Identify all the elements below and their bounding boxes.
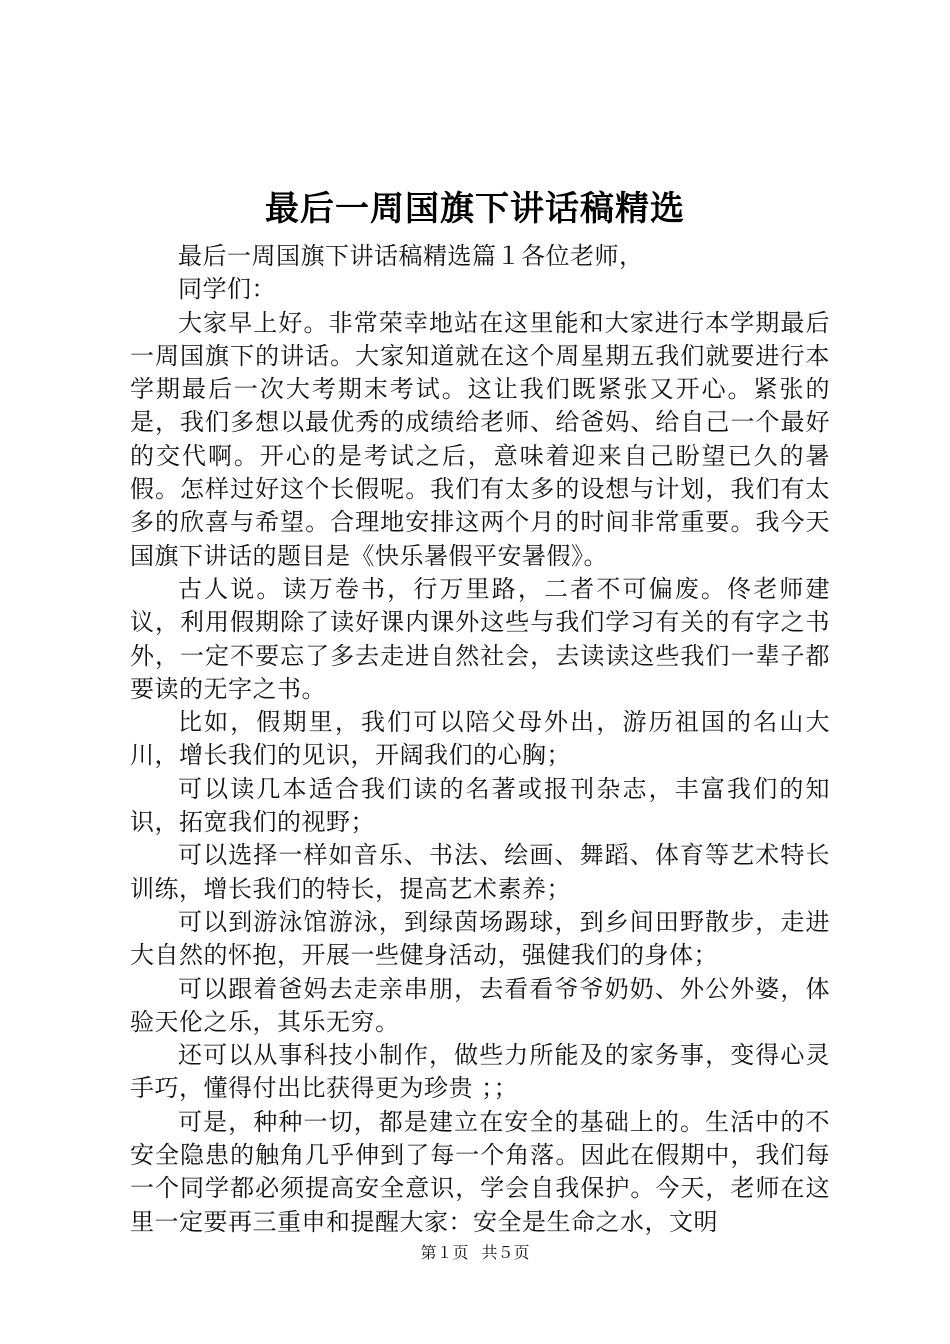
- paragraph-sports: 可以到游泳馆游泳，到绿茵场踢球，到乡间田野散步，走进大自然的怀抱，开展一些健身活动，强健我们的身体；: [130, 907, 830, 970]
- paragraph-intro: 最后一周国旗下讲话稿精选篇１各位老师，: [178, 242, 644, 270]
- paragraph-greeting: 大家早上好。非常荣幸地站在这里能和大家进行本学期最后一周国旗下的讲话。大家知道就在这个周星期五我们就要进行本学期最后一次大考期末考试。这让我们既紧张又开心。紧张的是，我们多想以最优秀的成绩给老师、给爸妈、给自己一个最好的交代啊。开心的是考试之后，意味着迎来自己盼望已久的暑假。怎样过好这个长假呢。我们有太多的设想与计划，我们有太多的欣喜与希望。合理地安排这两个月的时间非常重要。我今天国旗下讲话的题目是《快乐暑假平安暑假》。: [130, 308, 830, 570]
- paragraph-reading: 古人说。读万卷书，行万里路，二者不可偏废。佟老师建议，利用假期除了读好课内课外这些与我们学习有关的有字之书外，一定不要忘了多去走进自然社会，去读读这些我们一辈子都要读的无字之书。: [130, 574, 830, 703]
- document-title: 最后一周国旗下讲话稿精选: [265, 189, 685, 229]
- paragraph-salutation: 同学们：: [178, 275, 276, 304]
- page-number: 第１页: [420, 1243, 469, 1262]
- document-body: [130, 240, 830, 1239]
- paragraph-science: 还可以从事科技小制作，做些力所能及的家务事，变得心灵手巧，懂得付出比获得更为珍贵 ；；: [130, 1041, 830, 1103]
- page-total: 共５页: [481, 1243, 530, 1262]
- paragraph-safety: 可是，种种一切，都是建立在安全的基础上的。生活中的不安全隐患的触角几乎伸到了每一个角落。因此在假期中，我们每一个同学都必须提高安全意识，学会自我保护。今天，老师在这里一定要再三重申和提醒大家：安全是生命之水，文明: [130, 1107, 830, 1236]
- page-footer: [0, 1243, 950, 1263]
- paragraph-family: 可以跟着爸妈去走亲串朋，去看看爷爷奶奶、外公外婆，体验天伦之乐，其乐无穷。: [130, 974, 830, 1036]
- paragraph-travel: 比如，假期里，我们可以陪父母外出，游历祖国的名山大川，增长我们的见识，开阔我们的心胸；: [130, 708, 830, 770]
- paragraph-books: 可以读几本适合我们读的名著或报刊杂志，丰富我们的知识，拓宽我们的视野；: [130, 774, 830, 837]
- paragraph-arts: 可以选择一样如音乐、书法、绘画、舞蹈、体育等艺术特长训练，增长我们的特长，提高艺术素养；: [130, 841, 830, 903]
